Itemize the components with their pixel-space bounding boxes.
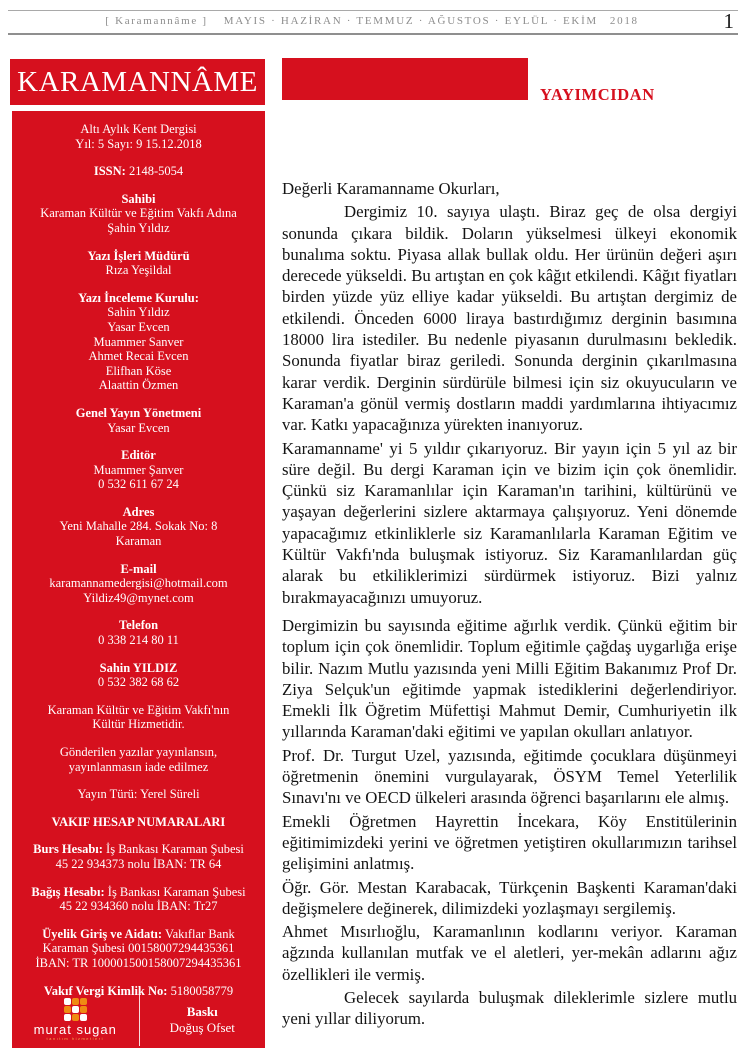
running-head <box>60 15 684 27</box>
section-line: Ahmet Recai Evcen <box>88 349 189 364</box>
account-bank: Vakıflar Bank <box>164 926 235 941</box>
email-address: Yildiz49@mynet.com <box>83 590 194 605</box>
imprint-sidebar <box>12 111 265 1048</box>
issn-label: ISSN: <box>93 164 126 179</box>
murat-sugan-logo-icon <box>64 998 87 1021</box>
note-line: Kültür Hizmetidir. <box>92 717 185 732</box>
sidebar-footer <box>12 994 265 1046</box>
issue-info <box>12 122 265 151</box>
section-genel-yayin <box>12 406 265 435</box>
section-sahin-yildiz <box>12 661 265 690</box>
paragraph: Emekli Öğretmen Hayrettin İncekara, Köy Enstitülerinin eğitimimizdeki yerini ve öğretmen yetiştiren okullarımızın tarihsel gelişimini anlatmış. <box>282 811 737 874</box>
account-iban: İBAN: TR 100001500158007294435361 <box>35 955 242 970</box>
issn-line <box>12 164 265 179</box>
vakif-note <box>12 703 265 732</box>
hesap-header: VAKIF HESAP NUMARALARI <box>51 814 226 829</box>
header-rule-bottom <box>8 33 738 35</box>
page-number: 1 <box>723 9 734 33</box>
section-line: Karaman <box>115 534 162 549</box>
logo-wordmark: murat sugan <box>33 1022 117 1037</box>
section-title: YAYIMCIDAN <box>540 85 655 104</box>
section-telefon <box>12 618 265 647</box>
logo-tagline: tanıtım hizmetleri <box>46 1036 104 1041</box>
section-header: Yazı İşleri Müdürü <box>87 248 190 263</box>
murat-sugan-logo <box>12 994 139 1046</box>
section-line: Muammer Şanver <box>93 462 184 477</box>
note-line: Karaman Kültür ve Eğitim Vakfı'nın <box>47 702 230 717</box>
paragraph: Dergimiz 10. sayıya ulaştı. Biraz geç de olsa dergiyi sonunda çıkara bildik. Doların yükselmesi ülkeyi ekonomik bunalıma soktu. Piyasa allak bullak oldu. Her ürünün değeri aşırı derecede yükseldi. Bu artıştan en çok kâğıt etkilendi. Kâğıt fiyatları birden yüzde yüz elliye kadar yükseldi. Bu artıştan dergimiz de etkilendi. Önceden 6000 liraya bastırdığımız derginin basımına 18000 lira istediler. Bu nedenle piyasanın durulmasını bekledik. Sonunda fiyatlar biraz geriledi. Sonunda derginin çıkarılmasına karar verdik. Derginin sürdürüle bilmesi için siz okuyucuların ve Karaman'a gönül vermiş dostların maddi yardımlarına ihtiyacımız var. Katkı yapacağınıza yürekten inanıyoruz. <box>282 202 737 435</box>
section-line: Karaman Kültür ve Eğitim Vakfı Adına <box>40 206 237 221</box>
section-line: Elifhan Köse <box>105 363 172 378</box>
issue-year: 2018 <box>609 15 639 27</box>
section-line: Alaattin Özmen <box>98 378 179 393</box>
account-number: 45 22 934360 nolu İBAN: Tr27 <box>59 899 218 914</box>
section-email <box>12 562 265 606</box>
section-header: Editör <box>121 448 156 463</box>
iade-note <box>12 745 265 774</box>
note-line: Gönderilen yazılar yayınlansın, <box>59 745 218 759</box>
email-address: karamannamedergisi@hotmail.com <box>49 576 228 591</box>
magazine-name: [ Karamannâme ] <box>105 15 208 27</box>
salutation: Değerli Karamanname Okurları, <box>282 179 500 198</box>
editorial-article <box>282 178 737 1030</box>
section-header: Yazı İnceleme Kurulu: <box>78 290 199 305</box>
account-number: Karaman Şubesi 00158007294435361 <box>42 941 235 956</box>
section-yazi-isleri <box>12 249 265 278</box>
yayin-turu: Yayın Türü: Yerel Süreli <box>77 787 200 802</box>
section-line: Rıza Yeşildal <box>105 263 172 278</box>
paragraph: Prof. Dr. Turgut Uzel, yazısında, eğitimde çocuklara düşünmeyi öğretmenin önemini vurgulayarak, ÖSYM Temel Yeterlilik Sınavı'nı ve OECD ülkeleri arasında öğrenci başarılarını ele almış. <box>282 745 737 808</box>
issue-number-date: Yıl: 5 Sayı: 9 15.12.2018 <box>75 136 202 151</box>
note-line: yayınlanmasın iade edilmez <box>68 759 209 774</box>
printer-info <box>139 994 266 1046</box>
section-title-bar <box>282 58 528 100</box>
account-number: 45 22 934373 nolu İBAN: TR 64 <box>55 856 222 871</box>
section-line: Sahin Yıldız <box>107 305 170 320</box>
account-label: Bağış Hesabı: <box>31 884 105 899</box>
printer-label: Baskı <box>186 1004 218 1019</box>
section-line: Şahin Yıldız <box>107 220 170 235</box>
masthead-title: KARAMANNÂME <box>10 59 265 105</box>
account-label: Üyelik Giriş ve Aidatı: <box>42 926 163 941</box>
paragraph: Karamanname' yi 5 yıldır çıkarıyoruz. Bir yayın için 5 yıl az bir süre değil. Bu dergi Karaman için ve bizim için çok önemlidir. Çünkü siz Karamanlılar için Karaman'ın tarihini, kültürünü ve yaşayan değerlerini sizlere aktarmaya çalışıyoruz. Yeni dönemde yapacağımız etkinliklerle siz Karamanlılarla Karaman Eğitim ve Kültür Vakfı'nda buluşmak istiyoruz. Siz Karamanlılardan güç alarak bu etkiliklerimizi sürdürmek istiyoruz. Bizi yalnız bırakmayacağınızı umuyoruz. <box>282 438 737 607</box>
phone-number: 0 338 214 80 11 <box>98 633 179 648</box>
section-header: E-mail <box>120 561 157 576</box>
issue-frequency: Altı Aylık Kent Dergisi <box>80 122 197 136</box>
paragraph: Ahmet Mısırlıoğlu, Karamanlının kodlarını veriyor. Karaman ağzında kullanılan mutfak ve el aletleri, yer-mekân adlarını ağız özellikleri ile vermiş. <box>282 922 737 984</box>
section-adres <box>12 505 265 549</box>
section-uyelik <box>12 927 265 971</box>
account-bank: İş Bankası Karaman Şubesi <box>106 842 244 857</box>
issue-months: MAYIS · HAZİRAN · TEMMUZ · AĞUSTOS · EYLÜL · EKİM <box>223 15 598 27</box>
account-bank: İş Bankası Karaman Şubesi <box>107 884 246 899</box>
account-label: Burs Hesabı: <box>33 842 103 857</box>
vergi-label: Vakıf Vergi Kimlik No: <box>43 983 168 998</box>
paragraph: Gelecek sayılarda buluşmak dileklerimle sizlere mutlu yeni yıllar diliyorum. <box>282 987 737 1029</box>
printer-name: Doğuş Ofset <box>169 1020 235 1035</box>
section-line: 0 532 611 67 24 <box>98 477 179 492</box>
paragraph: Öğr. Gör. Mestan Karabacak, Türkçenin Başkenti Karaman'daki değişmelere değinerek, dilimizdeki yozlaşmayı sergilemiş. <box>282 877 737 918</box>
section-header: Adres <box>122 504 155 519</box>
section-editor <box>12 448 265 492</box>
paragraph: Dergimizin bu sayısında eğitime ağırlık verdik. Çünkü eğitim bir toplum için çok önemlidir. Toplum eğitimle çağdaş uygarlığa erişe bilir. Nazım Mutlu yazısında yeni Milli Eğitim Bakanımız Prof Dr. Ziya Selçuk'un eğitimde yapmak istediklerini değerlendiriyor. Emekli İlk Öğretim Müfettişi Mahmut Demir, Cumhuriyetin ilk yıllarında Karaman'daki eğitimi ve yapılan okulları anlatıyor. <box>282 615 737 742</box>
section-sahibi <box>12 192 265 236</box>
section-header: Telefon <box>118 618 159 633</box>
section-header: Genel Yayın Yönetmeni <box>75 405 202 420</box>
header-rule-top <box>8 10 738 11</box>
section-line: Yasar Evcen <box>107 420 170 435</box>
issn-value: 2148-5054 <box>128 164 184 179</box>
section-line: Yasar Evcen <box>107 319 170 334</box>
phone-number: 0 532 382 68 62 <box>97 675 180 690</box>
section-header: Sahibi <box>121 191 156 206</box>
vergi-value: 5180058779 <box>170 983 234 998</box>
section-burs-hesabi <box>12 842 265 871</box>
section-line: Yeni Mahalle 284. Sokak No: 8 <box>59 519 218 534</box>
section-line: Muammer Sanver <box>93 334 184 349</box>
section-bagis-hesabi <box>12 885 265 914</box>
section-header: Sahin YILDIZ <box>99 660 178 675</box>
section-kurul <box>12 291 265 393</box>
